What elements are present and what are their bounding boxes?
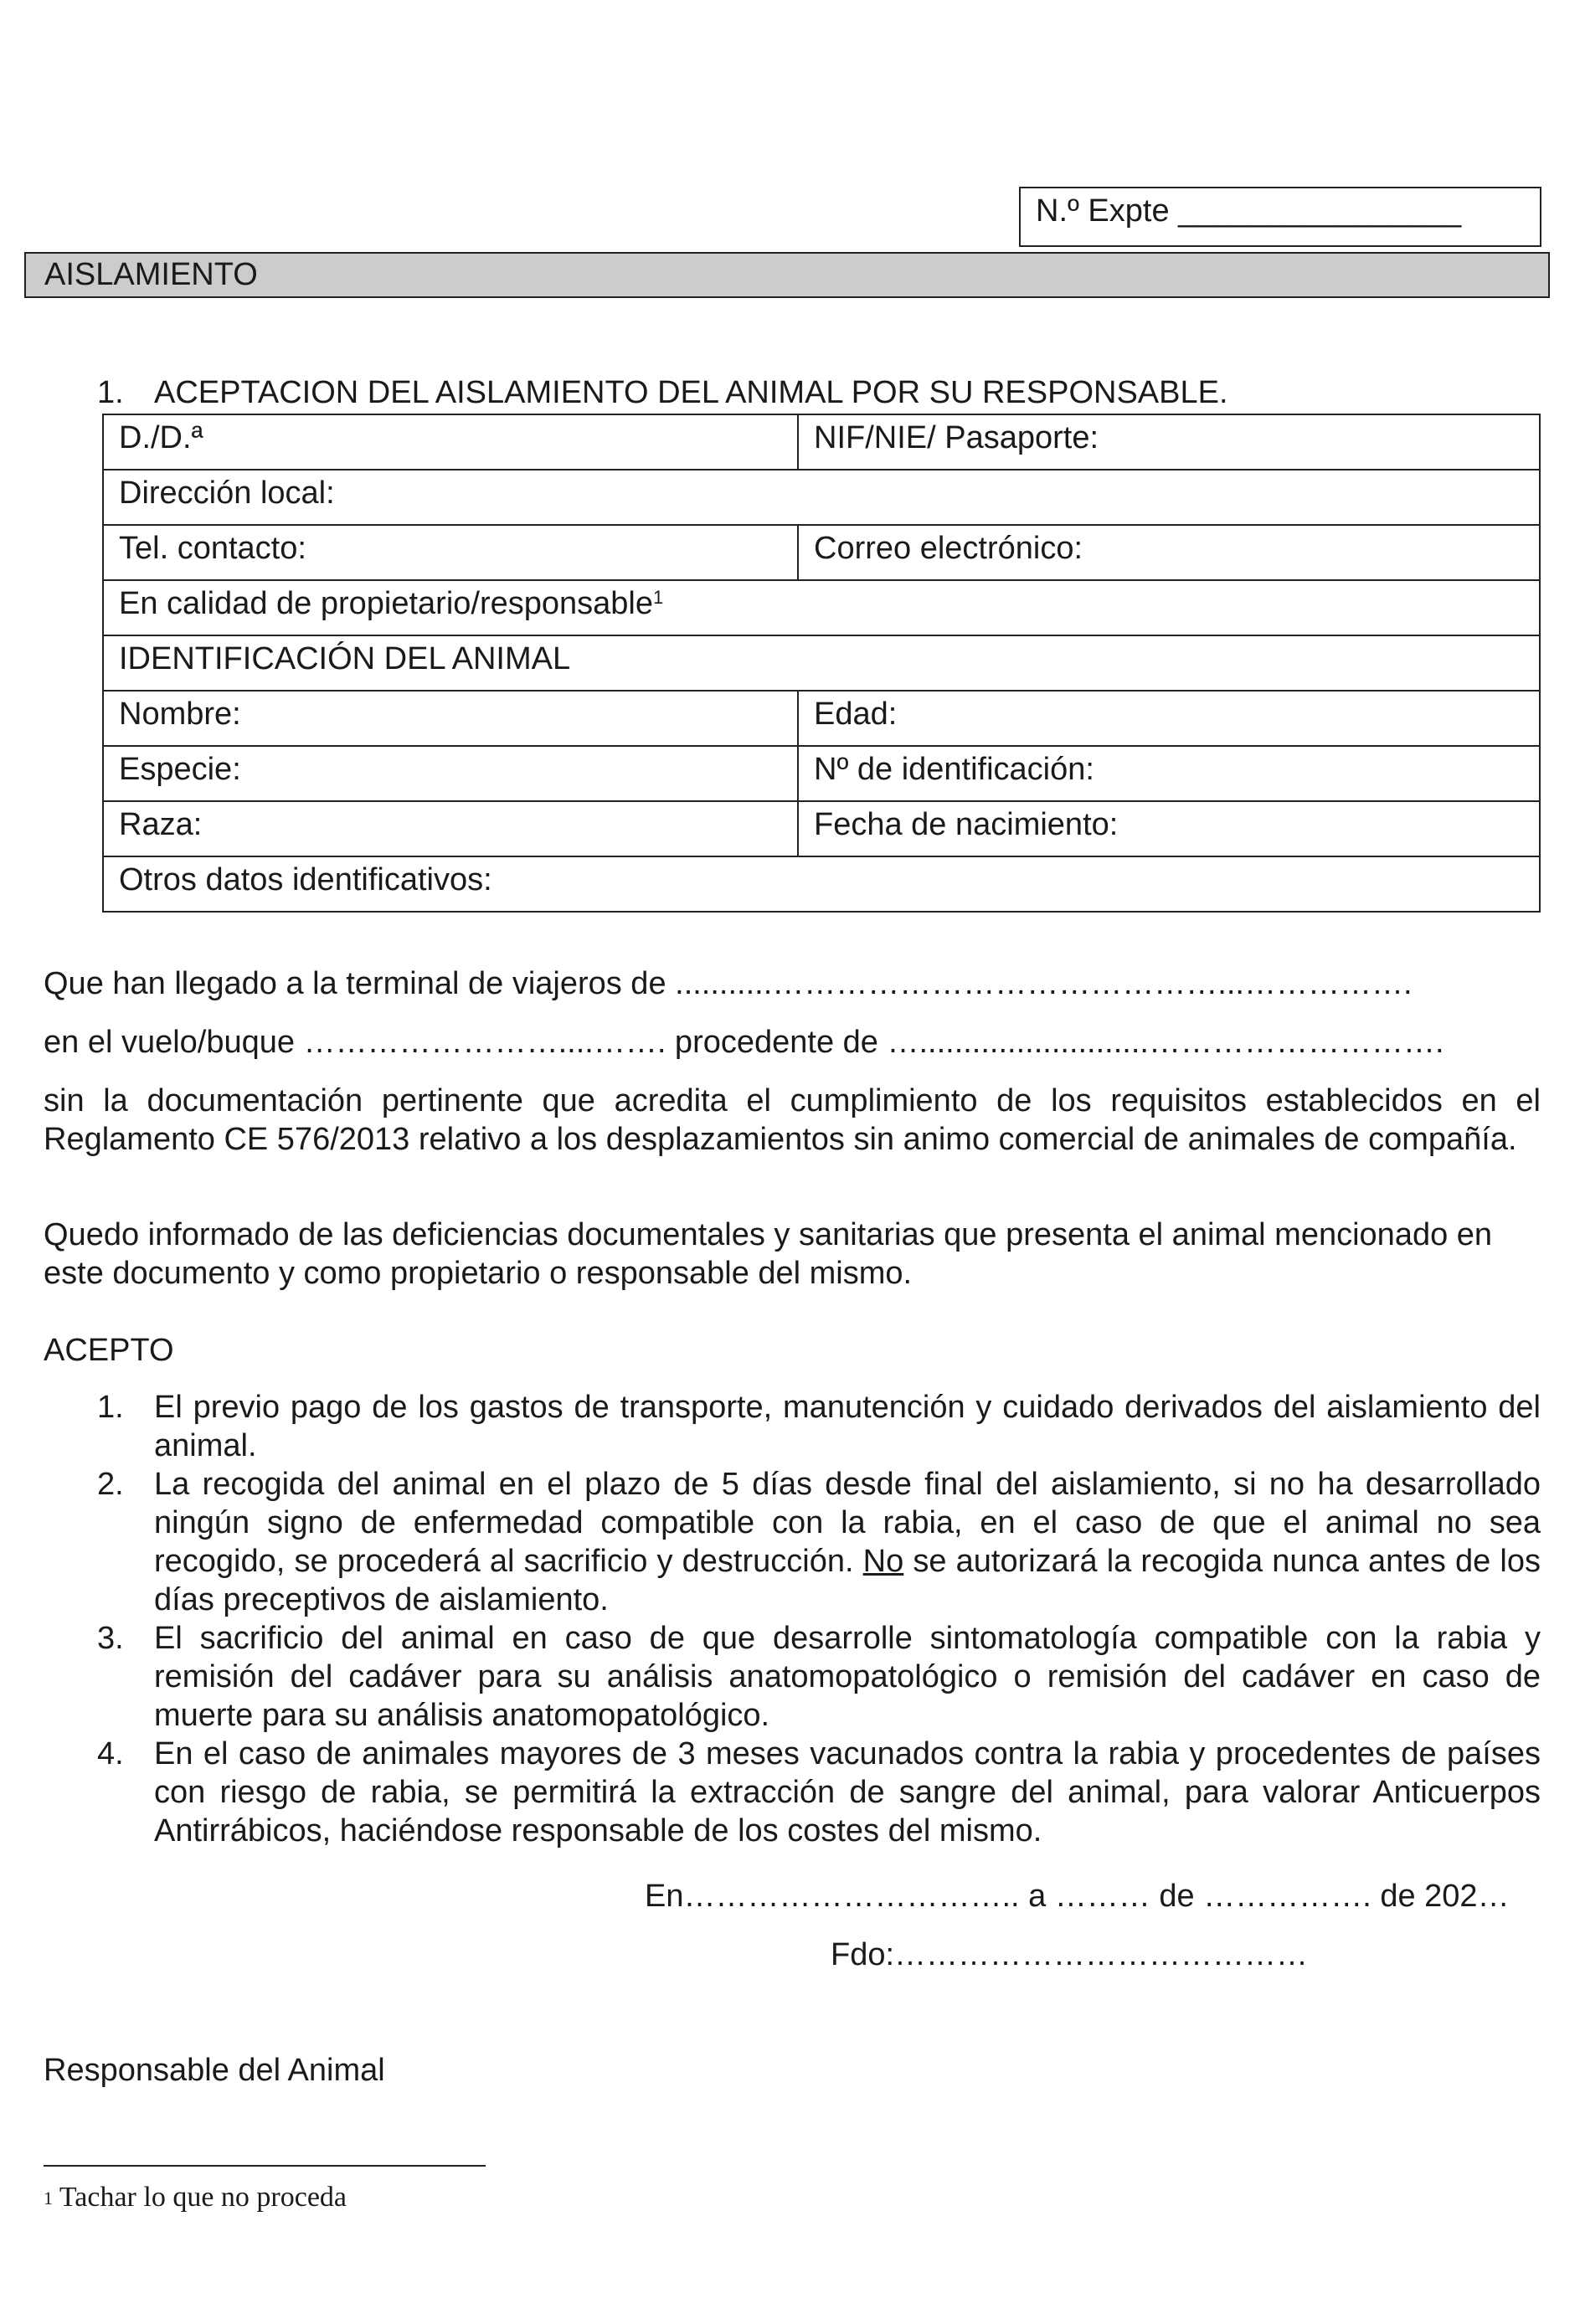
list-text-part: se autorizará la recogida nunca antes de los días preceptivos de aislamiento. <box>154 1544 1541 1617</box>
list-number: 3. <box>97 1621 124 1656</box>
acepto-heading: ACEPTO <box>44 1333 174 1368</box>
otros-datos-field[interactable]: Otros datos identificativos: <box>103 856 1540 912</box>
list-text <box>154 1465 1541 1619</box>
list-text-underlined: No <box>862 1544 904 1579</box>
signer-role: Responsable del Animal <box>44 2053 385 2088</box>
list-text-part: La recogida del animal en el plazo de 5 días desde final del aislamiento, si no ha desarrollado ningún signo de enfermedad compatible con la rabia, en el caso de que el animal no sea recogido, se procederá al sacrificio y destrucción. <box>154 1467 1541 1579</box>
conditions-list <box>97 1388 1541 1850</box>
correo-field[interactable]: Correo electrónico: <box>798 525 1540 580</box>
identificacion-number-field[interactable]: Nº de identificación: <box>798 746 1540 801</box>
signature-line: Fdo:………………………………… <box>831 1937 1309 1972</box>
list-item <box>97 1619 1541 1735</box>
animal-identification-heading: IDENTIFICACIÓN DEL ANIMAL <box>103 635 1540 691</box>
list-text: El previo pago de los gastos de transporte, manutención y cuidado derivados del aislamiento del animal. <box>154 1390 1541 1463</box>
header-title: AISLAMIENTO <box>44 257 258 292</box>
list-text: En el caso de animales mayores de 3 meses vacunados contra la rabia y procedentes de países con riesgo de rabia, se permitirá la extracción de sangre del animal, para valorar Anticuerpos Antirrábicos, haciéndose responsable de los costes del mismo. <box>154 1736 1541 1848</box>
fecha-nacimiento-field[interactable]: Fecha de nacimiento: <box>798 801 1540 856</box>
list-text: El sacrificio del animal en caso de que desarrolle sintomatología compatible con la rabia y remisión del cadáver para su análisis anatomopatológico o remisión del cadáver en caso de muerte para su análisis anatomopatológico. <box>154 1621 1541 1733</box>
footnote <box>44 2182 347 2215</box>
calidad-field[interactable] <box>103 580 1540 635</box>
footnote-divider <box>44 2165 486 2167</box>
nombre-field[interactable]: Nombre: <box>103 691 798 746</box>
section-heading: ACEPTACION DEL AISLAMIENTO DEL ANIMAL POR SU RESPONSABLE. <box>154 375 1228 410</box>
footnote-text: Tachar lo que no proceda <box>59 2182 347 2213</box>
list-item <box>97 1735 1541 1850</box>
header-bar <box>24 252 1550 298</box>
informed-paragraph: Quedo informado de las deficiencias documentales y sanitarias que presenta el animal mencionado en este documento y como propietario o responsable del mismo. <box>44 1217 1493 1291</box>
section-title <box>97 375 1228 411</box>
raza-field[interactable]: Raza: <box>103 801 798 856</box>
telefono-field[interactable]: Tel. contacto: <box>103 525 798 580</box>
list-number: 2. <box>97 1467 124 1502</box>
list-number: 4. <box>97 1736 124 1771</box>
section-number: 1. <box>97 375 124 410</box>
list-number: 1. <box>97 1390 124 1425</box>
nif-field[interactable]: NIF/NIE/ Pasaporte: <box>798 414 1540 470</box>
list-item <box>97 1388 1541 1465</box>
list-item <box>97 1465 1541 1619</box>
footnote-number: 1 <box>44 2188 53 2208</box>
documentation-paragraph: sin la documentación pertinente que acredita el cumplimiento de los requisitos establecidos en el Reglamento CE 576/2013 relativo a los desplazamientos sin animo comercial de animales de compañía. <box>44 1083 1541 1157</box>
titular-field[interactable]: D./D.ª <box>103 414 798 470</box>
direccion-field[interactable]: Dirección local: <box>103 470 1540 525</box>
expediente-field <box>1019 187 1541 247</box>
footnote-ref: 1 <box>652 587 664 608</box>
owner-animal-form <box>102 414 1541 913</box>
flight-line: en el vuelo/buque ……………………....……. procedente de …..........................………………………. <box>44 1025 1444 1060</box>
especie-field[interactable]: Especie: <box>103 746 798 801</box>
terminal-line: Que han llegado a la terminal de viajeros de ...........……………………………………...……………. <box>44 966 1413 1001</box>
expediente-label: N.º Expte ________________ <box>1036 193 1462 229</box>
place-date-line: En………………………….. a ……… de ……………. de 202… <box>645 1879 1510 1914</box>
calidad-label: En calidad de propietario/responsable <box>119 586 653 621</box>
edad-field[interactable]: Edad: <box>798 691 1540 746</box>
